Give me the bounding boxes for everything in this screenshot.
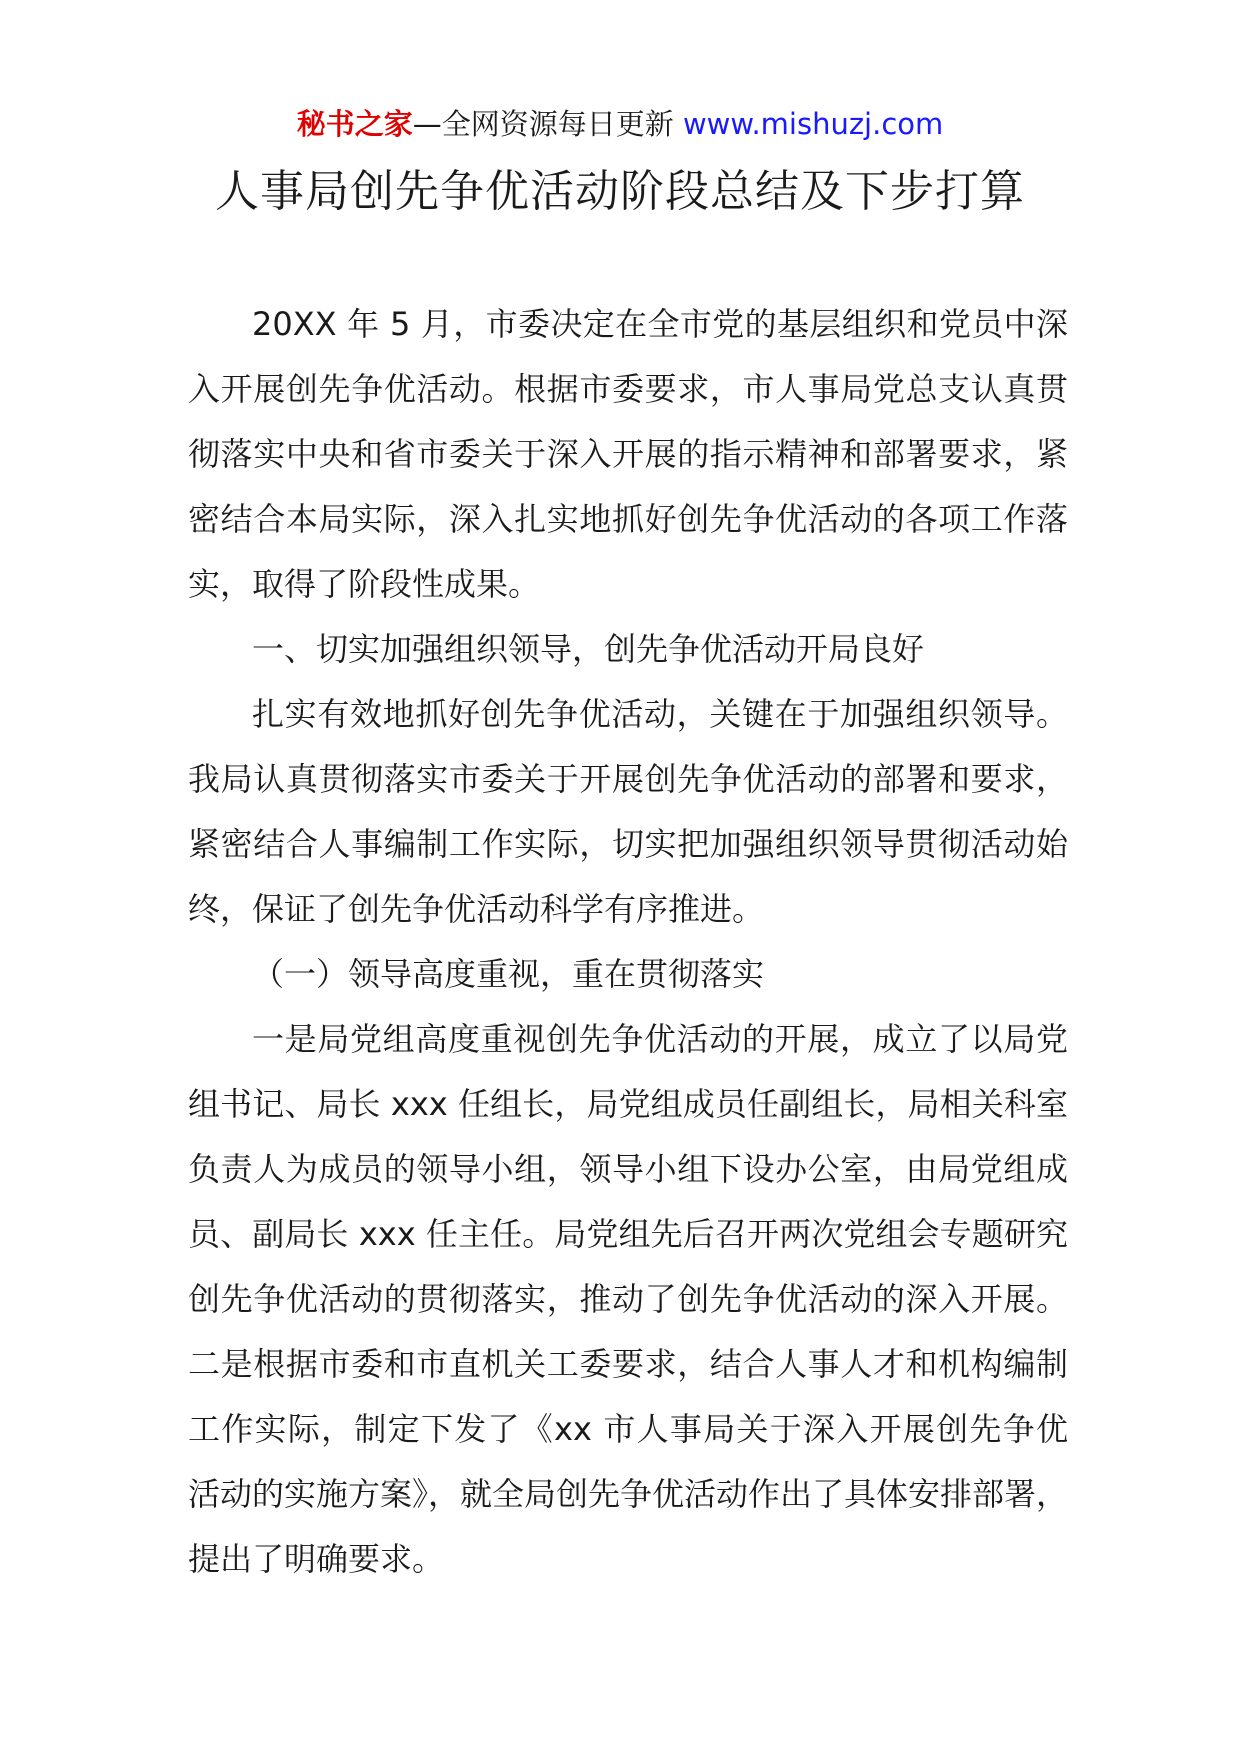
- site-url-link[interactable]: www.mishuzj.com: [682, 107, 944, 141]
- subsection-heading: （一）领导高度重视，重在贯彻落实: [252, 955, 765, 993]
- brand-name: 秘书之家: [296, 107, 413, 141]
- section-heading: 一、切实加强组织领导，创先争优活动开局良好: [252, 630, 925, 668]
- header-tagline: —全网资源每日更新: [412, 107, 683, 141]
- paragraph-section-intro: 扎实有效地抓好创先争优活动，关键在于加强组织领导。我局认真贯彻落实市委关于开展创先争优活动的部署和要求，紧密结合人事编制工作实际，切实把加强组织领导贯彻活动始终，保证了创先争优活动科学有序推进。: [188, 695, 1068, 928]
- paragraph-intro: 20XX 年 5 月，市委决定在全市党的基层组织和党员中深入开展创先争优活动。根据市委要求，市人事局党总支认真贯彻落实中央和省市委关于深入开展的指示精神和部署要求，紧密结合本局实际，深入扎实地抓好创先争优活动的各项工作落实，取得了阶段性成果。: [188, 305, 1068, 603]
- site-header: [0, 104, 1240, 144]
- document-body: [188, 292, 1068, 1592]
- paragraph-subsection-body: 一是局党组高度重视创先争优活动的开展，成立了以局党组书记、局长 xxx 任组长，局党组成员任副组长，局相关科室负责人为成员的领导小组，领导小组下设办公室，由局党组成员、副局长 xxx 任主任。局党组先后召开两次党组会专题研究创先争优活动的贯彻落实，推动了创先争优活动的深入开展。二是根据市委和市直机关工委要求，结合人事人才和机构编制工作实际，制定下发了《xx 市人事局关于深入开展创先争优活动的实施方案》，就全局创先争优活动作出了具体安排部署，提出了明确要求。: [188, 1020, 1069, 1578]
- document-title: 人事局创先争优活动阶段总结及下步打算: [215, 166, 1025, 217]
